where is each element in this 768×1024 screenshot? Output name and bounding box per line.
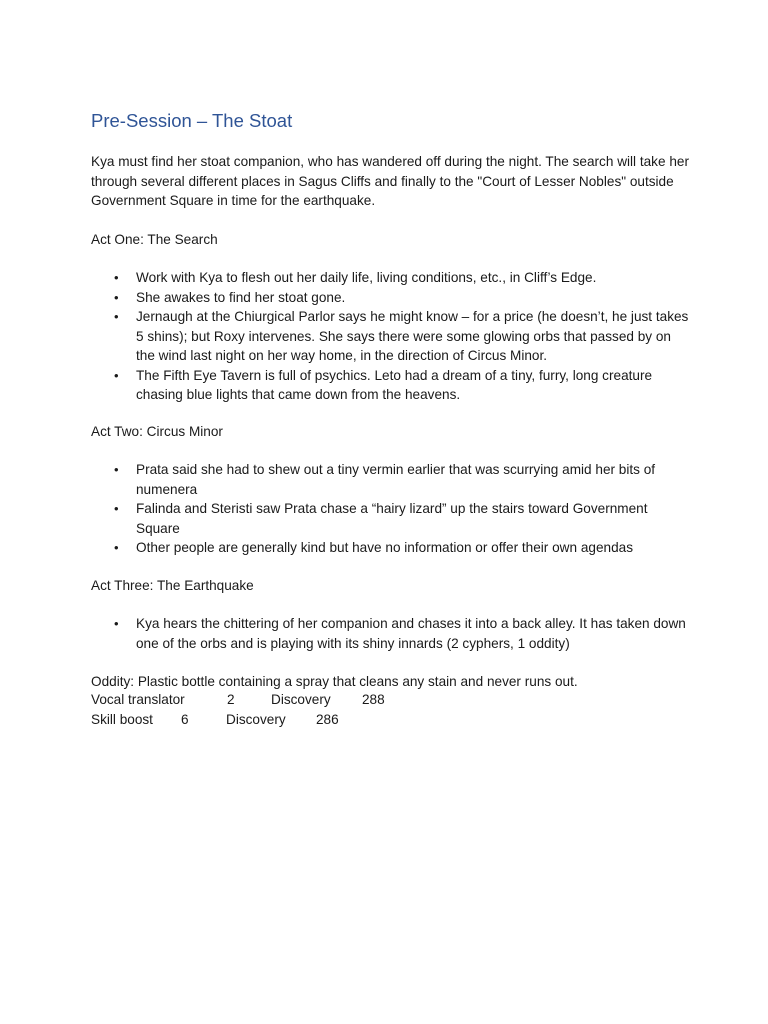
bullet-icon: • — [114, 309, 119, 324]
list-item — [91, 288, 691, 308]
bullet-icon: • — [114, 616, 119, 631]
oddity-line: Oddity: Plastic bottle containing a spray that cleans any stain and never runs out. — [91, 674, 578, 689]
list-item — [91, 307, 691, 366]
list-item-text: Falinda and Steristi saw Prata chase a “hairy lizard” up the stairs toward Government Square — [136, 501, 648, 536]
cypher-source: Discovery — [271, 692, 331, 707]
cypher-row — [91, 690, 511, 710]
intro-paragraph: Kya must find her stoat companion, who has wandered off during the night. The search will take her through several different places in Sagus Cliffs and finally to the "Court of Lesser Nobles" outside Government Square in time for the earthquake. — [91, 154, 689, 208]
cypher-name: Skill boost — [91, 712, 153, 727]
act-two-list — [91, 460, 691, 558]
list-item — [91, 614, 691, 653]
list-item-text: Work with Kya to flesh out her daily life, living conditions, etc., in Cliff’s Edge. — [136, 270, 597, 285]
cypher-row — [91, 710, 511, 730]
list-item — [91, 460, 691, 499]
cypher-source: Discovery — [226, 712, 286, 727]
cypher-page: 286 — [316, 712, 339, 727]
list-item-text: Kya hears the chittering of her companion and chases it into a back alley. It has taken down one of the orbs and is playing with its shiny innards (2 cyphers, 1 oddity) — [136, 616, 686, 651]
page-title: Pre-Session – The Stoat — [91, 110, 293, 131]
bullet-icon: • — [114, 501, 119, 516]
act-three-heading: Act Three: The Earthquake — [91, 578, 254, 593]
act-one-list — [91, 268, 691, 405]
act-two-heading: Act Two: Circus Minor — [91, 424, 223, 439]
list-item — [91, 366, 691, 405]
bullet-icon: • — [114, 270, 119, 285]
cypher-level: 2 — [227, 692, 235, 707]
list-item-text: The Fifth Eye Tavern is full of psychics. Leto had a dream of a tiny, furry, long creature chasing blue lights that came down from the heavens. — [136, 367, 653, 402]
cypher-name: Vocal translator — [91, 692, 185, 707]
list-item-text: Jernaugh at the Chiurgical Parlor says he might know – for a price (he doesn’t, he just takes 5 shins); but Roxy intervenes. She says there were some glowing orbs that passed by on the wind last night on her way home, in the direction of Circus Minor. — [136, 309, 689, 363]
list-item-text: Prata said she had to shew out a tiny vermin earlier that was scurrying amid her bits of numenera — [136, 462, 656, 497]
bullet-icon: • — [114, 289, 119, 305]
list-item — [91, 499, 691, 538]
cypher-page: 288 — [362, 692, 385, 707]
act-three-list — [91, 614, 691, 653]
list-item-text: Other people are generally kind but have no information or offer their own agendas — [136, 540, 633, 555]
list-item-text: She awakes to find her stoat gone. — [136, 289, 346, 305]
bullet-icon: • — [114, 540, 119, 555]
bullet-icon: • — [114, 462, 119, 477]
list-item — [91, 538, 691, 558]
cypher-level: 6 — [181, 712, 189, 727]
list-item — [91, 268, 691, 288]
bullet-icon: • — [114, 367, 119, 383]
act-one-heading: Act One: The Search — [91, 232, 218, 247]
